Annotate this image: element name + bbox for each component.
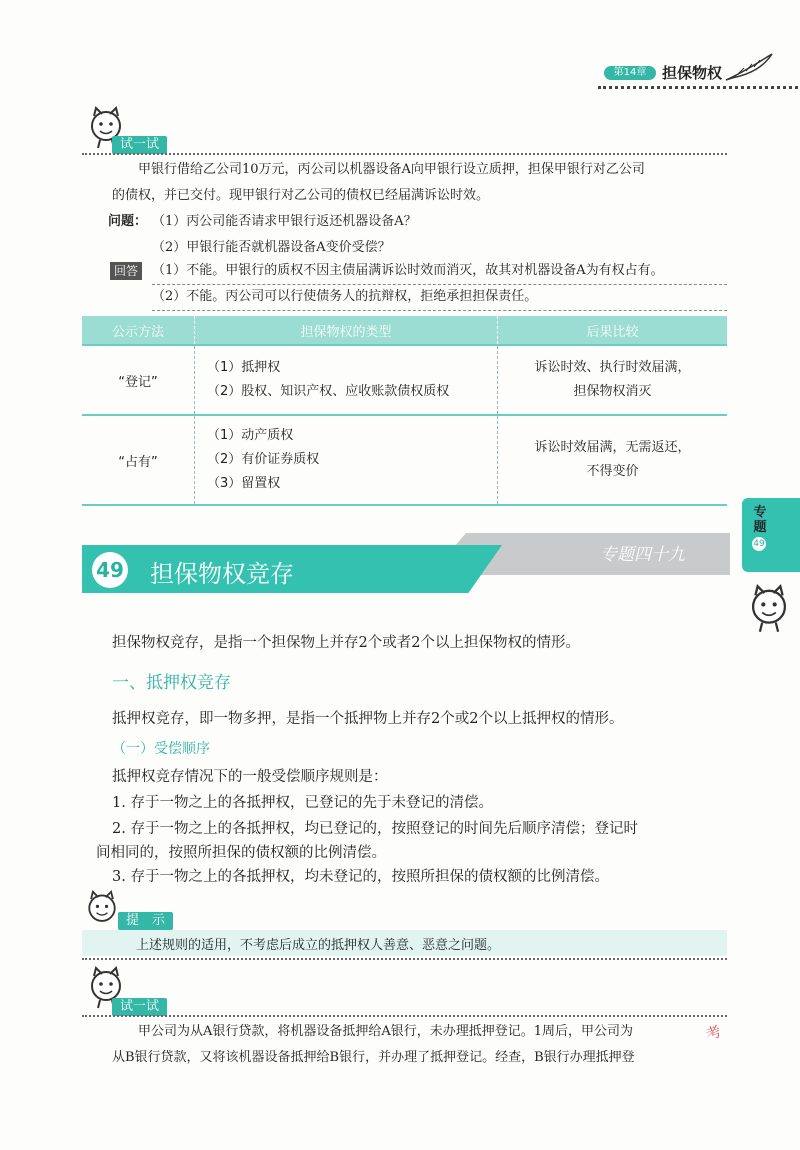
comparison-table (82, 316, 727, 506)
question-label: 问题： (108, 214, 148, 229)
cat-mascot-icon (744, 584, 794, 634)
table-header-row (82, 316, 727, 345)
section-title: 担保物权竞存 (150, 560, 294, 588)
answer-item: （2）不能。丙公司可以行使债务人的抗辩权，拒绝承担担保责任。 (152, 289, 538, 304)
table-cell-types (195, 415, 498, 505)
rule-item: 3. 存于一物之上的各抵押权，均未登记的，按照所担保的债权额的比例清偿。 (112, 869, 609, 885)
case-text-line: 甲公司为从A银行贷款，将机器设备抵押给A银行，未办理抵押登记。1周后，甲公司为 (138, 1024, 634, 1039)
question-item: （1）丙公司能否请求甲银行返还机器设备A？ (152, 214, 417, 229)
side-tab-number: 49 (753, 539, 765, 549)
feather-icon (724, 52, 774, 82)
paragraph: 抵押权竞存情况下的一般受偿顺序规则是： (112, 769, 388, 785)
side-tab (742, 498, 800, 572)
case-text-line: 的债权，并已交付。现甲银行对乙公司的债权已经届满诉讼时效。 (112, 188, 490, 203)
type-item: （1）动产质权 (207, 428, 294, 443)
try-tag: 试一试 (112, 998, 167, 1016)
page-header-title: 担保物权 (662, 64, 723, 82)
table-header-cell: 后果比较 (498, 316, 728, 345)
tip-text: 上述规则的适用，不考虑后成立的抵押权人善意、恶意之问题。 (136, 938, 501, 953)
table-cell-method: “占有” (82, 415, 195, 505)
type-item: （1）抵押权 (207, 360, 281, 375)
answer-label: 回答 (110, 262, 142, 280)
chapter-tag: 第14章 (604, 66, 656, 80)
question-item: （2）甲银行能否就机器设备A变价受偿？ (152, 240, 391, 255)
table-row (82, 345, 727, 415)
table-header-cell: 担保物权的类型 (195, 316, 498, 345)
tip-tag: 提 示 (118, 912, 173, 930)
section-subtitle: 专题四十九 (600, 545, 685, 565)
rule-item: 1. 存于一物之上的各抵押权，已登记的先于未登记的清偿。 (112, 795, 493, 811)
divider (82, 153, 727, 155)
side-tab-text: 专题 (753, 505, 767, 535)
heading-level-1: 一、抵押权竞存 (112, 673, 231, 693)
table-cell-types (195, 345, 498, 415)
case-text-line: 从B银行贷款，又将该机器设备抵押给B银行，并办理了抵押登记。经查，B银行办理抵押登 (112, 1050, 635, 1065)
case-text-line: 甲银行借给乙公司10万元，丙公司以机器设备A向甲银行设立质押，担保甲银行对乙公司 (138, 162, 645, 177)
rule-item-continued: 间相同的，按照所担保的债权额的比例清偿。 (96, 845, 386, 861)
stamp-mark: 考 (703, 1021, 724, 1044)
rule-item: 2. 存于一物之上的各抵押权，均已登记的，按照登记的时间先后顺序清偿；登记时 (112, 821, 638, 837)
result-line: 诉讼时效、执行时效届满， (534, 360, 691, 375)
try-tag: 试一试 (112, 136, 167, 154)
answer-item: （1）不能。甲银行的质权不因主债届满诉讼时效而消灭，故其对机器设备A为有权占有。 (152, 263, 664, 278)
type-item: （3）留置权 (207, 476, 281, 491)
heading-level-2: （一）受偿顺序 (112, 741, 210, 757)
result-line: 担保物权消灭 (573, 384, 652, 399)
section-number: 49 (92, 552, 128, 588)
divider (82, 1015, 727, 1017)
divider (82, 958, 727, 960)
intro-paragraph: 担保物权竞存，是指一个担保物上并存2个或者2个以上担保物权的情形。 (112, 635, 580, 651)
type-item: （2）股权、知识产权、应收账款债权质权 (207, 384, 450, 399)
paragraph: 抵押权竞存，即一物多押，是指一个抵押物上并存2个或2个以上抵押权的情形。 (112, 711, 624, 727)
result-line: 诉讼时效届满，无需返还， (534, 440, 691, 455)
header-divider (598, 86, 798, 89)
result-line: 不得变价 (586, 464, 639, 479)
table-cell-result (498, 415, 728, 505)
divider (152, 310, 727, 311)
table-cell-method: “登记” (82, 345, 195, 415)
table-row (82, 415, 727, 505)
table-cell-result (498, 345, 728, 415)
table-header-cell: 公示方法 (82, 316, 195, 345)
type-item: （2）有价证券质权 (207, 452, 320, 467)
cat-mascot-icon (82, 890, 122, 930)
